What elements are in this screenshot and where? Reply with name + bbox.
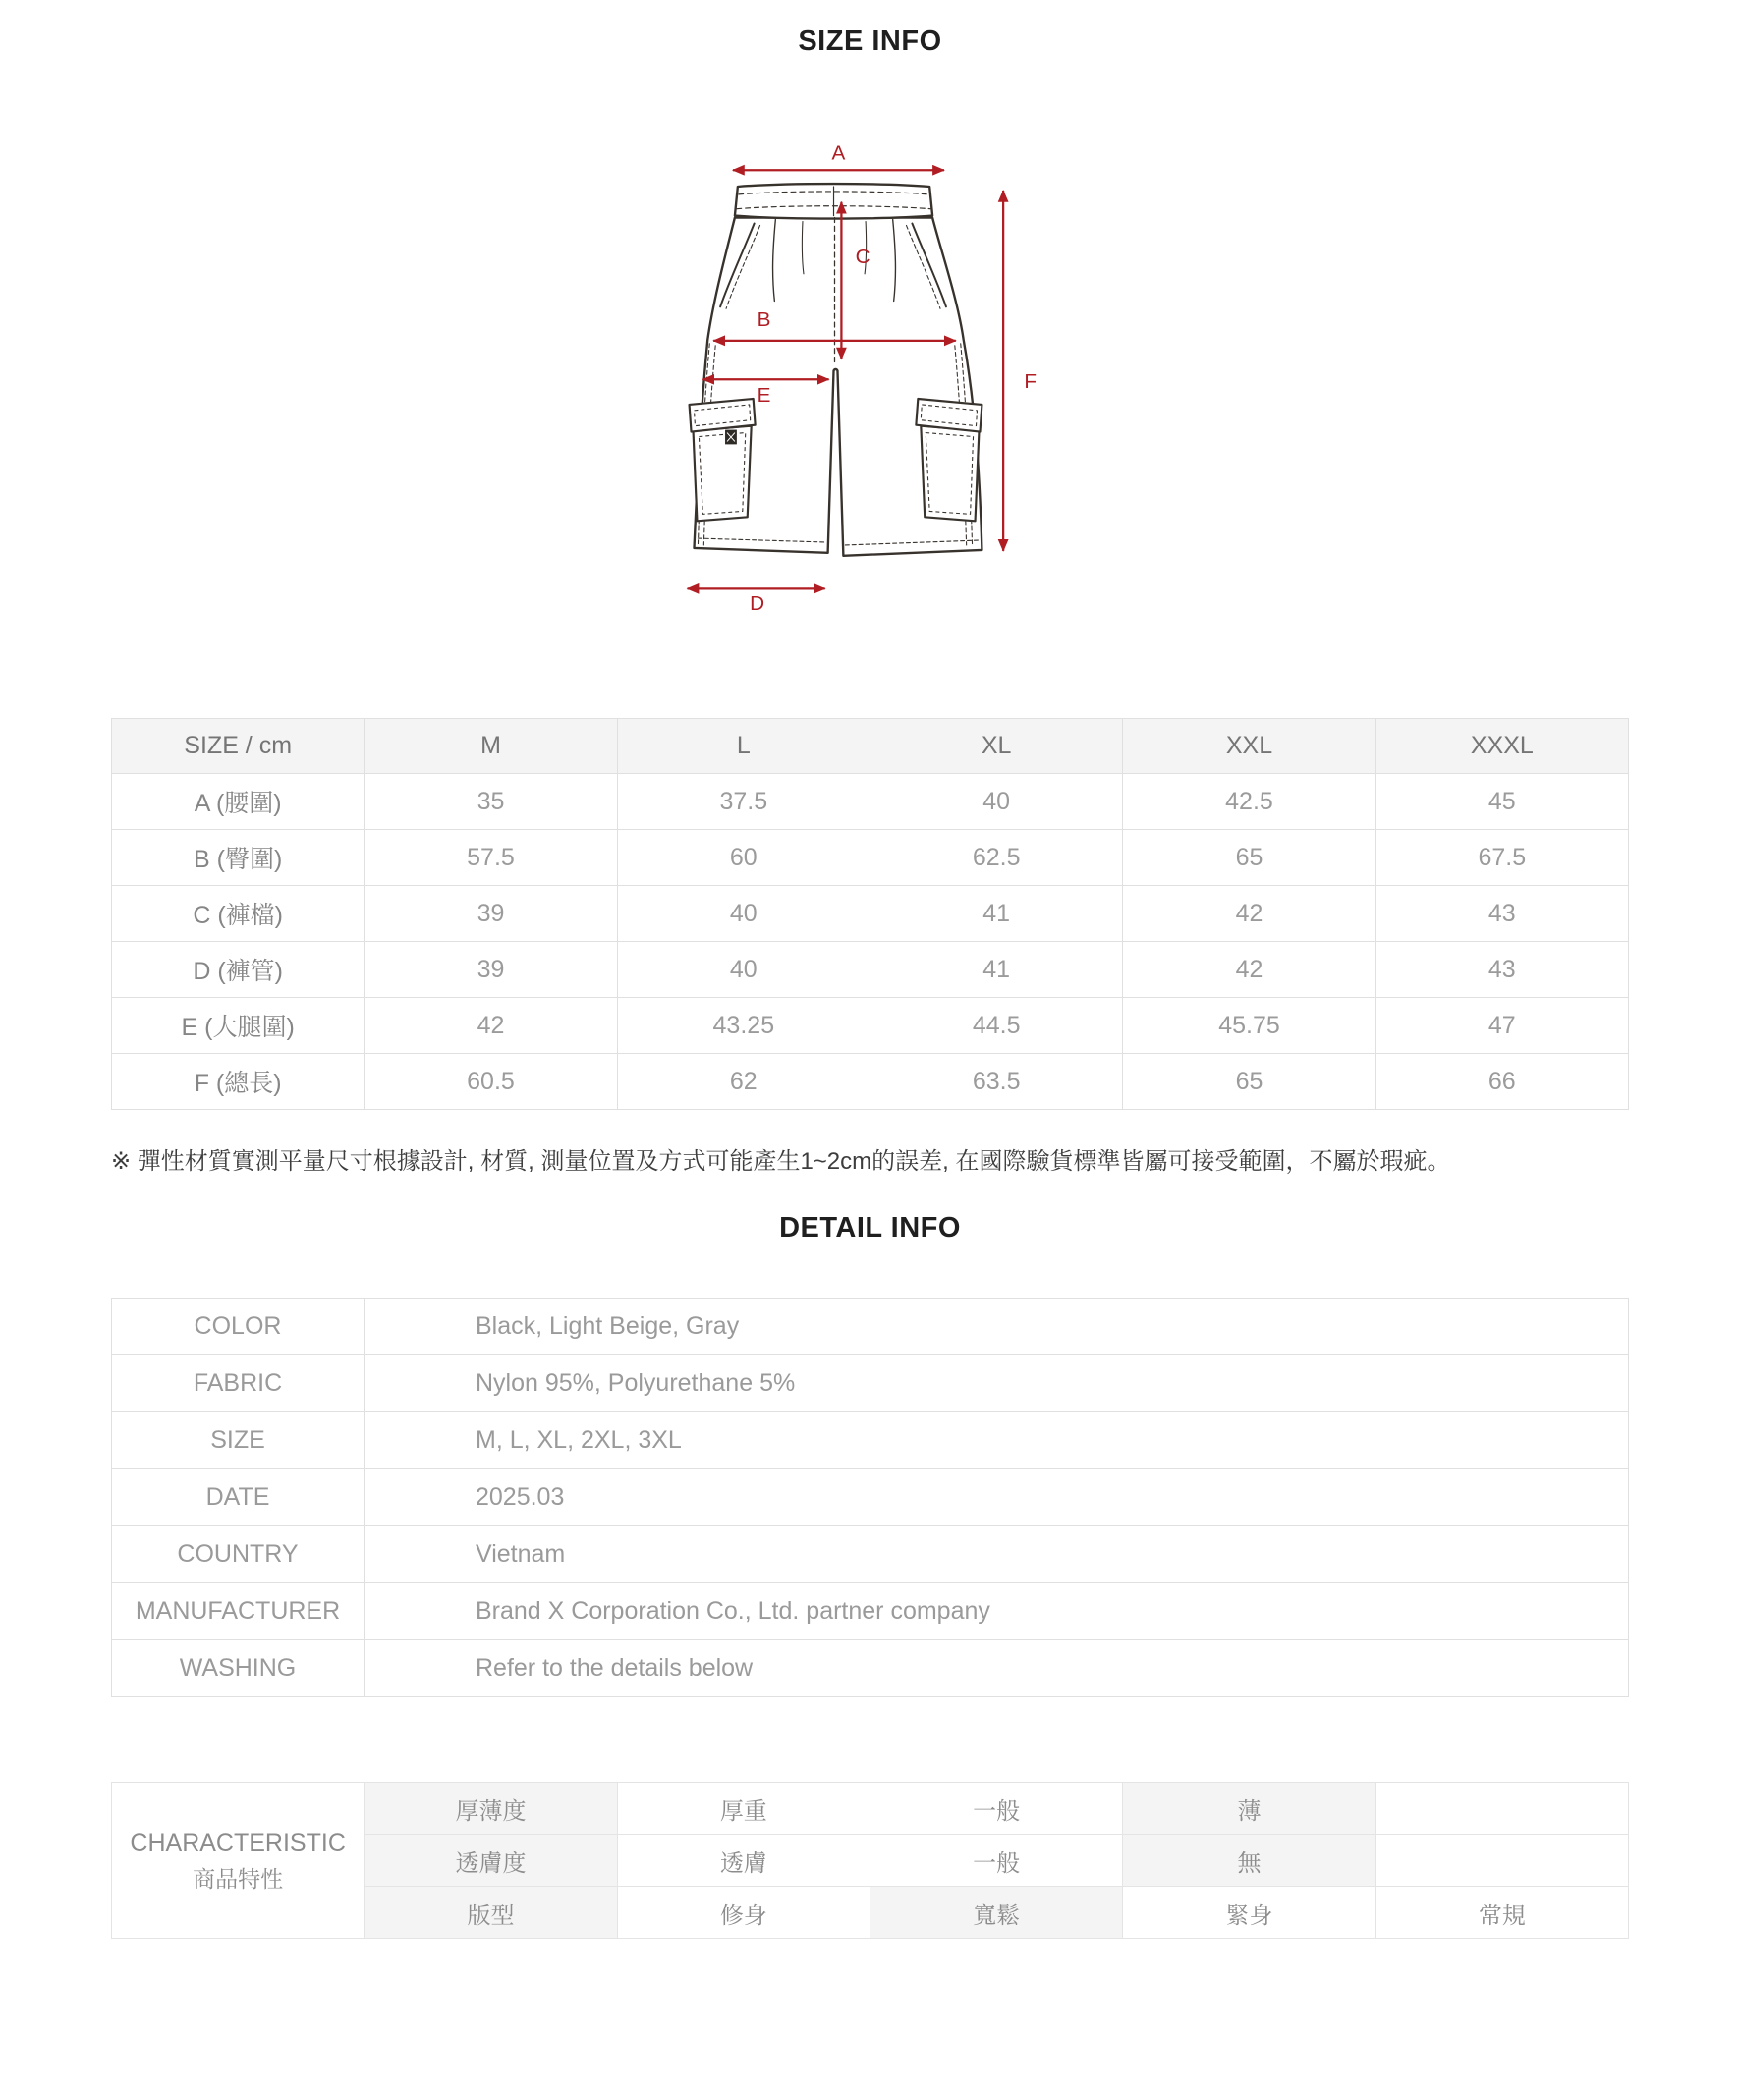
size-value-cell: 40 xyxy=(617,886,870,942)
detail-value: Vietnam xyxy=(365,1526,1629,1583)
measure-label-e: E xyxy=(757,383,770,407)
table-row xyxy=(112,1526,1629,1583)
measure-row-label: D (褲管) xyxy=(112,942,365,998)
size-value-cell: 39 xyxy=(365,886,617,942)
measure-row-label: F (總長) xyxy=(112,1054,365,1110)
detail-info-title: DETAIL INFO xyxy=(779,1212,961,1243)
right-cargo-pocket xyxy=(916,399,982,521)
size-chart-table xyxy=(111,718,1629,1110)
size-col-header: L xyxy=(617,719,870,774)
detail-label: FABRIC xyxy=(112,1355,365,1412)
characteristic-option-cell: 寬鬆 xyxy=(870,1887,1122,1939)
size-chart-header-row xyxy=(112,719,1629,774)
size-value-cell: 37.5 xyxy=(617,774,870,830)
characteristic-header-cell xyxy=(112,1783,365,1939)
characteristic-option-cell: 一般 xyxy=(870,1835,1122,1887)
cargo-shorts-sketch xyxy=(657,115,1084,614)
measure-label-f: F xyxy=(1023,370,1037,394)
detail-label: WASHING xyxy=(112,1640,365,1697)
size-value-cell: 44.5 xyxy=(870,998,1122,1054)
size-value-cell: 45 xyxy=(1375,774,1628,830)
size-col-header: SIZE / cm xyxy=(112,719,365,774)
size-value-cell: 41 xyxy=(870,886,1122,942)
size-value-cell: 40 xyxy=(617,942,870,998)
table-row xyxy=(112,1640,1629,1697)
table-row xyxy=(112,1469,1629,1526)
size-value-cell: 42 xyxy=(365,998,617,1054)
detail-label: MANUFACTURER xyxy=(112,1583,365,1640)
measure-row-label: A (腰圍) xyxy=(112,774,365,830)
detail-value: M, L, XL, 2XL, 3XL xyxy=(365,1412,1629,1469)
measure-row-label: B (臀圍) xyxy=(112,830,365,886)
table-row xyxy=(112,886,1629,942)
characteristic-label: CHARACTERISTIC xyxy=(130,1828,346,1856)
detail-info-table xyxy=(111,1298,1629,1697)
table-row xyxy=(112,774,1629,830)
size-value-cell: 63.5 xyxy=(870,1054,1122,1110)
size-value-cell: 43 xyxy=(1375,886,1628,942)
characteristic-option-cell: 緊身 xyxy=(1123,1887,1375,1939)
detail-value: 2025.03 xyxy=(365,1469,1629,1526)
table-row xyxy=(112,942,1629,998)
measure-row-label: C (褲檔) xyxy=(112,886,365,942)
brand-tag xyxy=(725,430,737,445)
characteristic-row-label: 版型 xyxy=(365,1887,617,1939)
characteristic-option-cell xyxy=(1375,1835,1628,1887)
size-value-cell: 45.75 xyxy=(1123,998,1375,1054)
characteristic-row-label: 透膚度 xyxy=(365,1835,617,1887)
detail-value: Refer to the details below xyxy=(365,1640,1629,1697)
size-value-cell: 65 xyxy=(1123,1054,1375,1110)
characteristic-sublabel: 商品特性 xyxy=(193,1865,284,1892)
size-value-cell: 42 xyxy=(1123,886,1375,942)
size-col-header: M xyxy=(365,719,617,774)
shorts-measurement-diagram xyxy=(0,115,1740,614)
measure-label-c: C xyxy=(855,245,870,268)
size-value-cell: 62 xyxy=(617,1054,870,1110)
size-value-cell: 67.5 xyxy=(1375,830,1628,886)
characteristic-option-cell xyxy=(1375,1783,1628,1835)
table-row xyxy=(112,1299,1629,1355)
size-col-header: XXL xyxy=(1123,719,1375,774)
measure-label-b: B xyxy=(757,308,770,332)
size-value-cell: 35 xyxy=(365,774,617,830)
characteristic-option-cell: 透膚 xyxy=(617,1835,870,1887)
size-value-cell: 60.5 xyxy=(365,1054,617,1110)
size-value-cell: 43 xyxy=(1375,942,1628,998)
characteristic-option-cell: 修身 xyxy=(617,1887,870,1939)
detail-value: Brand X Corporation Co., Ltd. partner company xyxy=(365,1583,1629,1640)
detail-label: COUNTRY xyxy=(112,1526,365,1583)
characteristic-table xyxy=(111,1782,1629,1939)
characteristic-option-cell: 一般 xyxy=(870,1783,1122,1835)
size-value-cell: 41 xyxy=(870,942,1122,998)
size-value-cell: 42 xyxy=(1123,942,1375,998)
size-value-cell: 39 xyxy=(365,942,617,998)
detail-value: Nylon 95%, Polyurethane 5% xyxy=(365,1355,1629,1412)
table-row xyxy=(112,1583,1629,1640)
table-row xyxy=(112,1412,1629,1469)
table-row xyxy=(112,1355,1629,1412)
characteristic-option-cell: 常規 xyxy=(1375,1887,1628,1939)
measure-label-d: D xyxy=(749,592,764,614)
characteristic-option-cell: 薄 xyxy=(1123,1783,1375,1835)
table-row xyxy=(112,1054,1629,1110)
size-value-cell: 40 xyxy=(870,774,1122,830)
size-value-cell: 62.5 xyxy=(870,830,1122,886)
table-row xyxy=(112,830,1629,886)
size-value-cell: 65 xyxy=(1123,830,1375,886)
measure-label-a: A xyxy=(831,141,845,165)
table-row xyxy=(112,1783,1629,1835)
detail-label: COLOR xyxy=(112,1299,365,1355)
size-value-cell: 42.5 xyxy=(1123,774,1375,830)
left-cargo-pocket xyxy=(689,399,755,521)
size-col-header: XL xyxy=(870,719,1122,774)
size-value-cell: 57.5 xyxy=(365,830,617,886)
detail-label: SIZE xyxy=(112,1412,365,1469)
size-value-cell: 47 xyxy=(1375,998,1628,1054)
measure-row-label: E (大腿圍) xyxy=(112,998,365,1054)
size-value-cell: 43.25 xyxy=(617,998,870,1054)
size-value-cell: 60 xyxy=(617,830,870,886)
characteristic-row-label: 厚薄度 xyxy=(365,1783,617,1835)
size-value-cell: 66 xyxy=(1375,1054,1628,1110)
measurement-tolerance-note: ※ 彈性材質實測平量尺寸根據設計, 材質, 測量位置及方式可能產生1~2cm的誤差, 在國際驗貨標準皆屬可接受範圍，不屬於瑕疵。 xyxy=(111,1148,1451,1175)
detail-label: DATE xyxy=(112,1469,365,1526)
detail-value: Black, Light Beige, Gray xyxy=(365,1299,1629,1355)
characteristic-option-cell: 厚重 xyxy=(617,1783,870,1835)
size-info-title: SIZE INFO xyxy=(798,26,942,57)
characteristic-option-cell: 無 xyxy=(1123,1835,1375,1887)
table-row xyxy=(112,998,1629,1054)
size-col-header: XXXL xyxy=(1375,719,1628,774)
